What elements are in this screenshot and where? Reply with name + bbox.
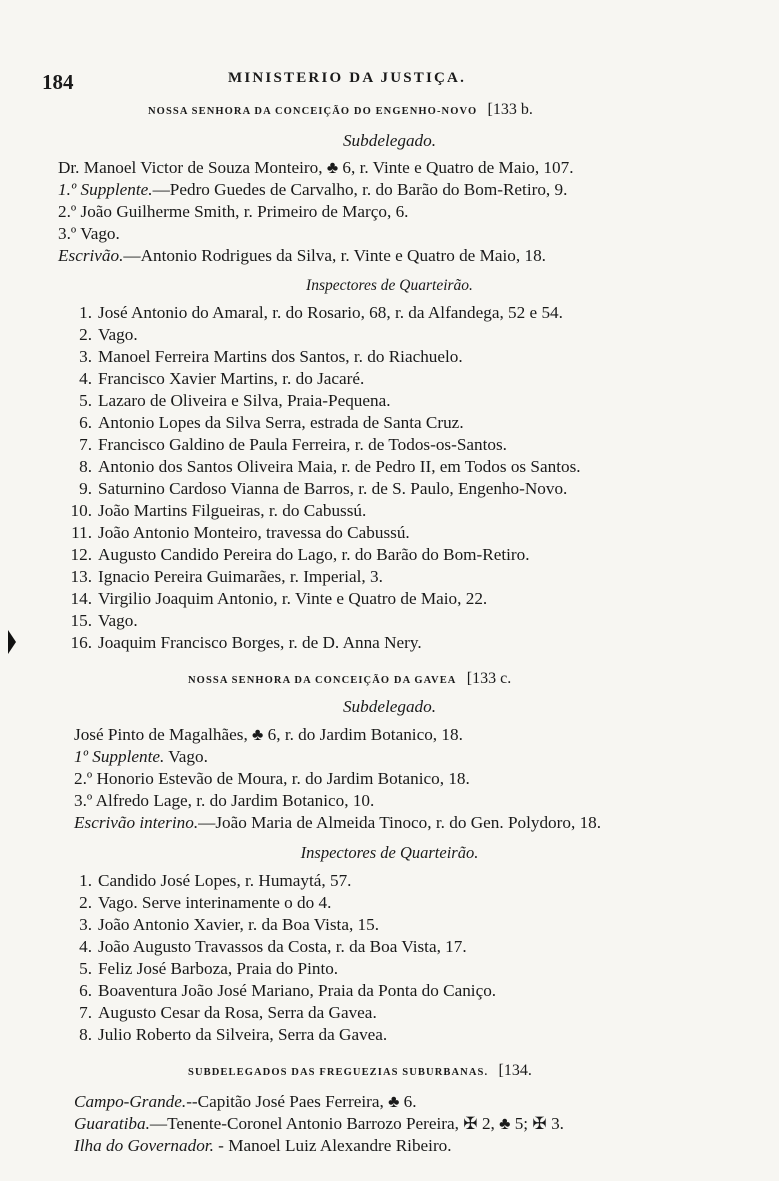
list-item: 3. Manoel Ferreira Martins dos Santos, r. do Riachuelo. xyxy=(79,347,463,366)
list-item: 5. Lazaro de Oliveira e Silva, Praia-Pequena. xyxy=(79,391,391,410)
list-item: 5. Feliz José Barboza, Praia do Pinto. xyxy=(79,959,339,978)
suburban-entry xyxy=(74,1092,417,1112)
inspectores-heading: Inspectores de Quarteirão. xyxy=(306,277,473,294)
list-item: 12. Augusto Candido Pereira do Lago, r. do Barão do Bom-Retiro. xyxy=(70,545,530,564)
list-item: 6. Boaventura João José Mariano, Praia da Ponta do Caniço. xyxy=(79,981,497,1000)
escrivao xyxy=(74,813,601,833)
section-heading-suburbanas xyxy=(188,1060,532,1083)
parish-label: Guaratiba. xyxy=(74,1114,150,1133)
escrivao-text: —Antonio Rodrigues da Silva, r. Vinte e Quatro de Maio, 18. xyxy=(123,246,546,265)
parish-label: Campo-Grande. xyxy=(74,1092,187,1111)
list-item: 6. Antonio Lopes da Silva Serra, estrada de Santa Cruz. xyxy=(79,413,464,432)
list-item: 11. João Antonio Monteiro, travessa do Cabussú. xyxy=(71,523,410,542)
inspectores-heading: Inspectores de Quarteirão. xyxy=(300,843,479,862)
supplente-3: 3.º Vago. xyxy=(58,224,120,243)
parish-label: Ilha do Governador. xyxy=(74,1136,214,1155)
supplente-3: 3.º Alfredo Lage, r. do Jardim Botanico, 10. xyxy=(74,791,375,810)
list-item: 7. Francisco Galdino de Paula Ferreira, r. de Todos-os-Santos. xyxy=(79,435,507,454)
escrivao-label: Escrivão. xyxy=(58,246,124,265)
list-item: 1. Candido José Lopes, r. Humaytá, 57. xyxy=(79,871,352,890)
list-item: 1. José Antonio do Amaral, r. do Rosario, 68, r. da Alfandega, 52 e 54. xyxy=(79,303,563,322)
list-item: 4. Francisco Xavier Martins, r. do Jacaré. xyxy=(79,369,365,388)
section-title: NOSSA SENHORA DA CONCEIÇÃO DA GAVEA xyxy=(188,675,457,686)
running-title: MINISTERIO DA JUSTIÇA. xyxy=(228,70,467,86)
supplente-label: 1º Supplente. xyxy=(74,747,165,766)
escrivao-text: —João Maria de Almeida Tinoco, r. do Gen. Polydoro, 18. xyxy=(198,813,602,832)
list-item: 8. Julio Roberto da Silveira, Serra da Gavea. xyxy=(79,1025,388,1044)
margin-arrow-mark xyxy=(8,630,16,654)
list-item: 8. Antonio dos Santos Oliveira Maia, r. de Pedro II, em Todos os Santos. xyxy=(79,457,581,476)
subdelegado-heading: Subdelegado. xyxy=(342,131,437,150)
section-ref: [133 c. xyxy=(466,670,512,687)
parish-text: --Capitão José Paes Ferreira, ♣ 6. xyxy=(186,1092,417,1111)
subdelegado-entry: José Pinto de Magalhães, ♣ 6, r. do Jardim Botanico, 18. xyxy=(74,725,463,744)
supplente-label: 1.º Supplente. xyxy=(58,180,153,199)
list-item: 13. Ignacio Pereira Guimarães, r. Imperial, 3. xyxy=(70,567,383,586)
supplente-text: Vago. xyxy=(164,747,208,766)
page-number: 184 xyxy=(42,70,74,94)
subdelegado-entry: Dr. Manoel Victor de Souza Monteiro, ♣ 6, r. Vinte e Quatro de Maio, 107. xyxy=(58,158,574,177)
list-item: 7. Augusto Cesar da Rosa, Serra da Gavea. xyxy=(79,1003,377,1022)
supplente-2: 2.º Honorio Estevão de Moura, r. do Jardim Botanico, 18. xyxy=(74,769,470,788)
list-item: 9. Saturnino Cardoso Vianna de Barros, r. de S. Paulo, Engenho-Novo. xyxy=(79,479,568,498)
list-item: 2. Vago. xyxy=(79,325,138,344)
escrivao xyxy=(58,246,546,266)
list-item: 10. João Martins Filgueiras, r. do Cabussú. xyxy=(70,501,367,520)
section-ref: [134. xyxy=(498,1062,532,1079)
parish-text: —Tenente-Coronel Antonio Barrozo Pereira, ✠ 2, ♣ 5; ✠ 3. xyxy=(149,1114,564,1133)
list-item: 14. Virgilio Joaquim Antonio, r. Vinte e Quatro de Maio, 22. xyxy=(70,589,488,608)
escrivao-label: Escrivão interino. xyxy=(74,813,199,832)
supplente-1 xyxy=(74,747,208,767)
list-item: 16. Joaquim Francisco Borges, r. de D. Anna Nery. xyxy=(70,633,422,652)
supplente-1 xyxy=(58,180,567,200)
section-title: SUBDELEGADOS DAS FREGUEZIAS SUBURBANAS. xyxy=(188,1067,489,1078)
supplente-2: 2.º João Guilherme Smith, r. Primeiro de Março, 6. xyxy=(58,202,409,221)
list-item: 15. Vago. xyxy=(70,611,138,630)
suburban-entry xyxy=(74,1136,452,1156)
section-heading-gavea xyxy=(188,668,511,691)
subdelegado-heading: Subdelegado. xyxy=(342,697,437,716)
list-item: 4. João Augusto Travassos da Costa, r. da Boa Vista, 17. xyxy=(79,937,467,956)
section-title: NOSSA SENHORA DA CONCEIÇÃO DO ENGENHO-NOVO xyxy=(148,106,478,117)
section-heading-engenho-novo xyxy=(148,99,533,122)
parish-text: - Manoel Luiz Alexandre Ribeiro. xyxy=(213,1136,452,1155)
supplente-text: —Pedro Guedes de Carvalho, r. do Barão do Bom-Retiro, 9. xyxy=(152,180,568,199)
list-item: 2. Vago. Serve interinamente o do 4. xyxy=(79,893,332,912)
suburban-entry xyxy=(74,1114,564,1134)
list-item: 3. João Antonio Xavier, r. da Boa Vista, 15. xyxy=(79,915,380,934)
section-ref: [133 b. xyxy=(487,101,533,118)
